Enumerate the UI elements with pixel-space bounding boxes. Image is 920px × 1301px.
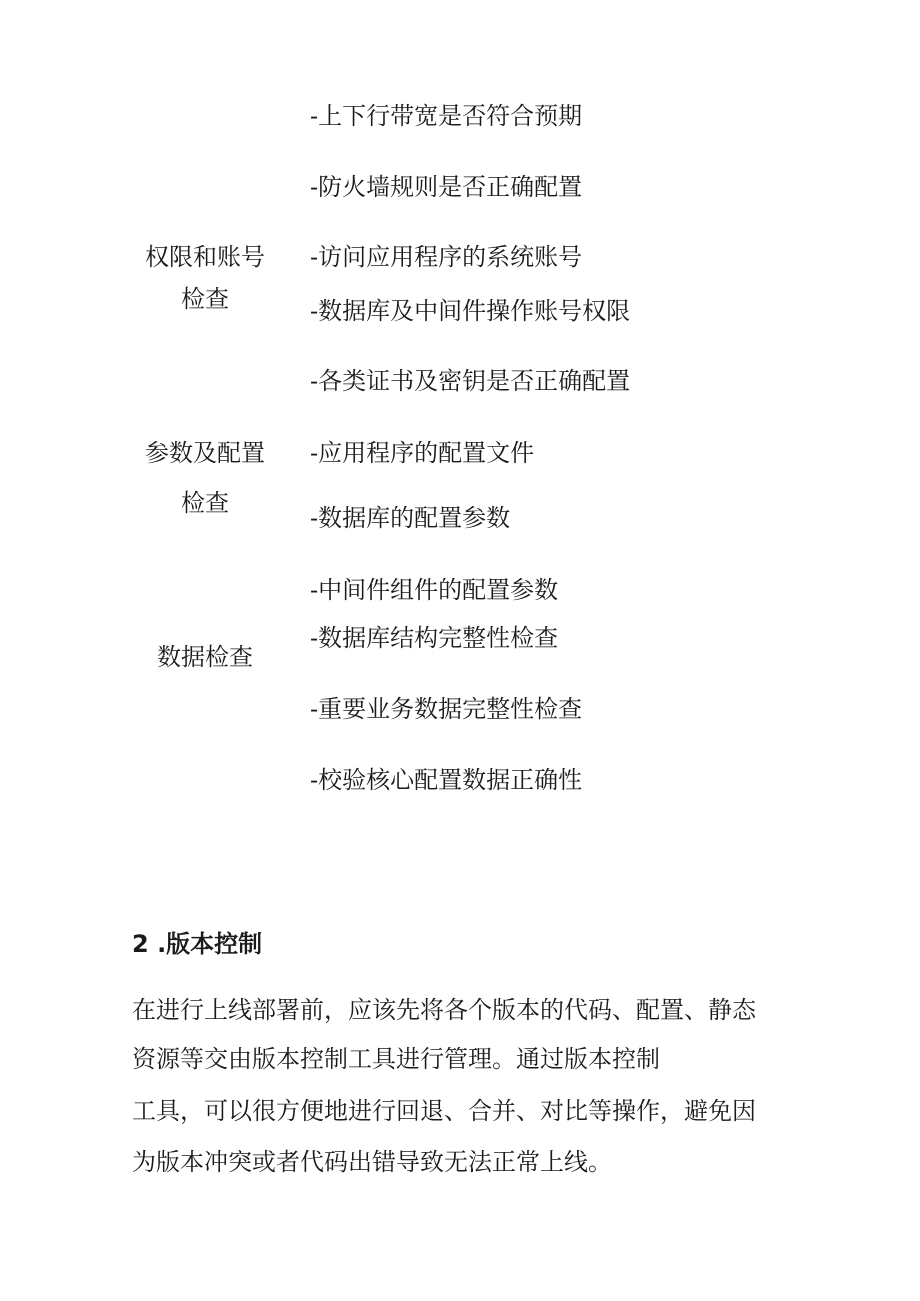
table-category-label: 检查 bbox=[181, 489, 229, 517]
table-category-label: 参数及配置 bbox=[145, 439, 265, 467]
table-item: -访问应用程序的系统账号 bbox=[310, 243, 583, 271]
paragraph-line: 资源等交由版本控制工具进行管理。通过版本控制 bbox=[132, 1045, 660, 1073]
table-item: -防火墙规则是否正确配置 bbox=[310, 173, 583, 201]
section-number: 2 bbox=[132, 930, 149, 958]
paragraph-line: 工具，可以很方便地进行回退、合并、对比等操作，避免因 bbox=[132, 1097, 756, 1125]
table-item: -各类证书及密钥是否正确配置 bbox=[310, 367, 631, 395]
table-item: -数据库及中间件操作账号权限 bbox=[310, 297, 631, 325]
table-item: -校验核心配置数据正确性 bbox=[310, 766, 583, 794]
table-item: -数据库结构完整性检查 bbox=[310, 624, 559, 652]
section-heading bbox=[132, 929, 262, 959]
table-category-label: 检查 bbox=[181, 285, 229, 313]
table-item: -上下行带宽是否符合预期 bbox=[310, 102, 583, 130]
table-item: -数据库的配置参数 bbox=[310, 504, 511, 532]
section-title: .版本控制 bbox=[157, 930, 263, 958]
table-item: -应用程序的配置文件 bbox=[310, 439, 535, 467]
paragraph-line: 为版本冲突或者代码出错导致无法正常上线。 bbox=[132, 1148, 612, 1176]
table-category-label: 数据检查 bbox=[157, 643, 253, 671]
paragraph-line: 在进行上线部署前，应该先将各个版本的代码、配置、静态 bbox=[132, 996, 756, 1024]
table-item: -中间件组件的配置参数 bbox=[310, 576, 559, 604]
table-item: -重要业务数据完整性检查 bbox=[310, 695, 583, 723]
table-category-label: 权限和账号 bbox=[145, 243, 265, 271]
